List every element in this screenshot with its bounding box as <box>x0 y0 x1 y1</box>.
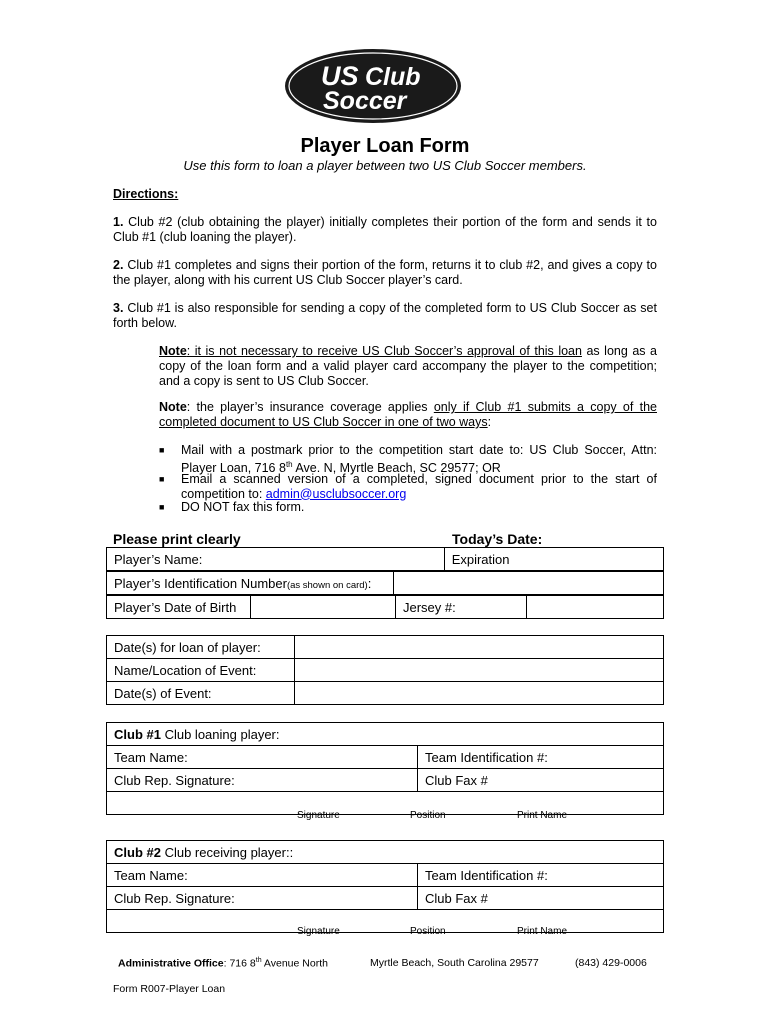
event-dates-input[interactable] <box>295 682 664 705</box>
loan-info-table <box>106 635 664 705</box>
svg-text:US: US <box>321 61 359 91</box>
player-name-field[interactable]: Player’s Name: <box>107 548 445 571</box>
jersey-input[interactable] <box>527 596 664 619</box>
club2-fax-field[interactable]: Club Fax # <box>418 887 664 910</box>
step-2: 2. Club #1 completes and signs their portion of the form, returns it to club #2, and gives a copy to the player, along with his current US Club Soccer player’s card. <box>113 258 657 287</box>
club1-heading: Club #1 Club loaning player: <box>107 723 664 746</box>
club2-team-id-field[interactable]: Team Identification #: <box>418 864 664 887</box>
directions-heading: Directions: <box>113 187 179 201</box>
loan-dates-label: Date(s) for loan of player: <box>107 636 295 659</box>
player-dob-input[interactable] <box>251 596 396 619</box>
event-dates-label: Date(s) of Event: <box>107 682 295 705</box>
event-name-input[interactable] <box>295 659 664 682</box>
club1-team-name-field[interactable]: Team Name: <box>107 746 418 769</box>
club2-signature-line[interactable] <box>107 910 664 933</box>
player-id-input[interactable] <box>394 572 664 595</box>
page-title: Player Loan Form <box>300 135 470 157</box>
page-subtitle: Use this form to loan a player between two US Club Soccer members. <box>183 158 587 173</box>
print-clearly-label: Please print clearly <box>113 531 241 547</box>
form-id: Form R007-Player Loan <box>113 983 226 995</box>
event-name-label: Name/Location of Event: <box>107 659 295 682</box>
note-approval: Note: it is not necessary to receive US Club Soccer’s approval of this loan as long as a copy of the loan form and a valid player card accompany the player to the competition; and a copy is sent to US Club Soccer. <box>159 344 657 388</box>
club1-signature-line[interactable] <box>107 792 664 815</box>
player-id-label: Player’s Identification Number(as shown on card): <box>107 572 394 595</box>
bullet-email: ■ Email a scanned version of a completed, signed document prior to the start of competition to: admin@usclubsoccer.org <box>159 472 657 501</box>
note-insurance: Note: the player’s insurance coverage applies only if Club #1 submits a copy of the completed document to US Club Soccer in one of two ways: <box>159 400 657 429</box>
club2-heading: Club #2 Club receiving player:: <box>107 841 664 864</box>
club2-position-caption: Position <box>410 926 446 937</box>
player-dob-table <box>106 595 664 619</box>
jersey-label: Jersey #: <box>396 596 527 619</box>
club1-signature-caption: Signature <box>297 810 340 821</box>
club1-print-name-caption: Print Name <box>517 810 568 821</box>
svg-text:Soccer: Soccer <box>323 87 407 115</box>
club2-print-name-caption: Print Name <box>517 926 568 937</box>
player-id-table <box>106 571 664 595</box>
club2-rep-signature-field[interactable]: Club Rep. Signature: <box>107 887 418 910</box>
bullet-mail: ■ Mail with a postmark prior to the competition start date to: US Club Soccer, Attn: Player Loan, 716 8th Ave. N, Myrtle Beach, SC 29577; OR <box>159 443 657 475</box>
loan-dates-input[interactable] <box>295 636 664 659</box>
us-club-soccer-logo <box>283 47 463 125</box>
expiration-field[interactable]: Expiration <box>444 548 663 571</box>
club1-fax-field[interactable]: Club Fax # <box>418 769 664 792</box>
club2-team-name-field[interactable]: Team Name: <box>107 864 418 887</box>
admin-office-city: Myrtle Beach, South Carolina 29577 <box>370 957 539 969</box>
admin-office-phone: (843) 429-0006 <box>575 957 647 969</box>
club2-table <box>106 840 664 933</box>
step-1: 1. Club #2 (club obtaining the player) initially completes their portion of the form and sends it to Club #1 (club loaning the player). <box>113 215 657 244</box>
club1-rep-signature-field[interactable]: Club Rep. Signature: <box>107 769 418 792</box>
club1-team-id-field[interactable]: Team Identification #: <box>418 746 664 769</box>
club1-table <box>106 722 664 815</box>
player-dob-label: Player’s Date of Birth <box>107 596 251 619</box>
todays-date-label: Today’s Date: <box>452 531 543 547</box>
club1-position-caption: Position <box>410 810 446 821</box>
bullet-no-fax: ■ DO NOT fax this form. <box>159 500 305 514</box>
admin-office-address: Administrative Office: 716 8th Avenue North <box>118 957 328 970</box>
player-info-table <box>106 547 664 571</box>
step-3: 3. Club #1 is also responsible for sending a copy of the completed form to US Club Soccer as set forth below. <box>113 301 657 330</box>
admin-email-link[interactable]: admin@usclubsoccer.org <box>265 486 407 501</box>
svg-text:Club: Club <box>365 63 421 91</box>
club2-signature-caption: Signature <box>297 926 340 937</box>
